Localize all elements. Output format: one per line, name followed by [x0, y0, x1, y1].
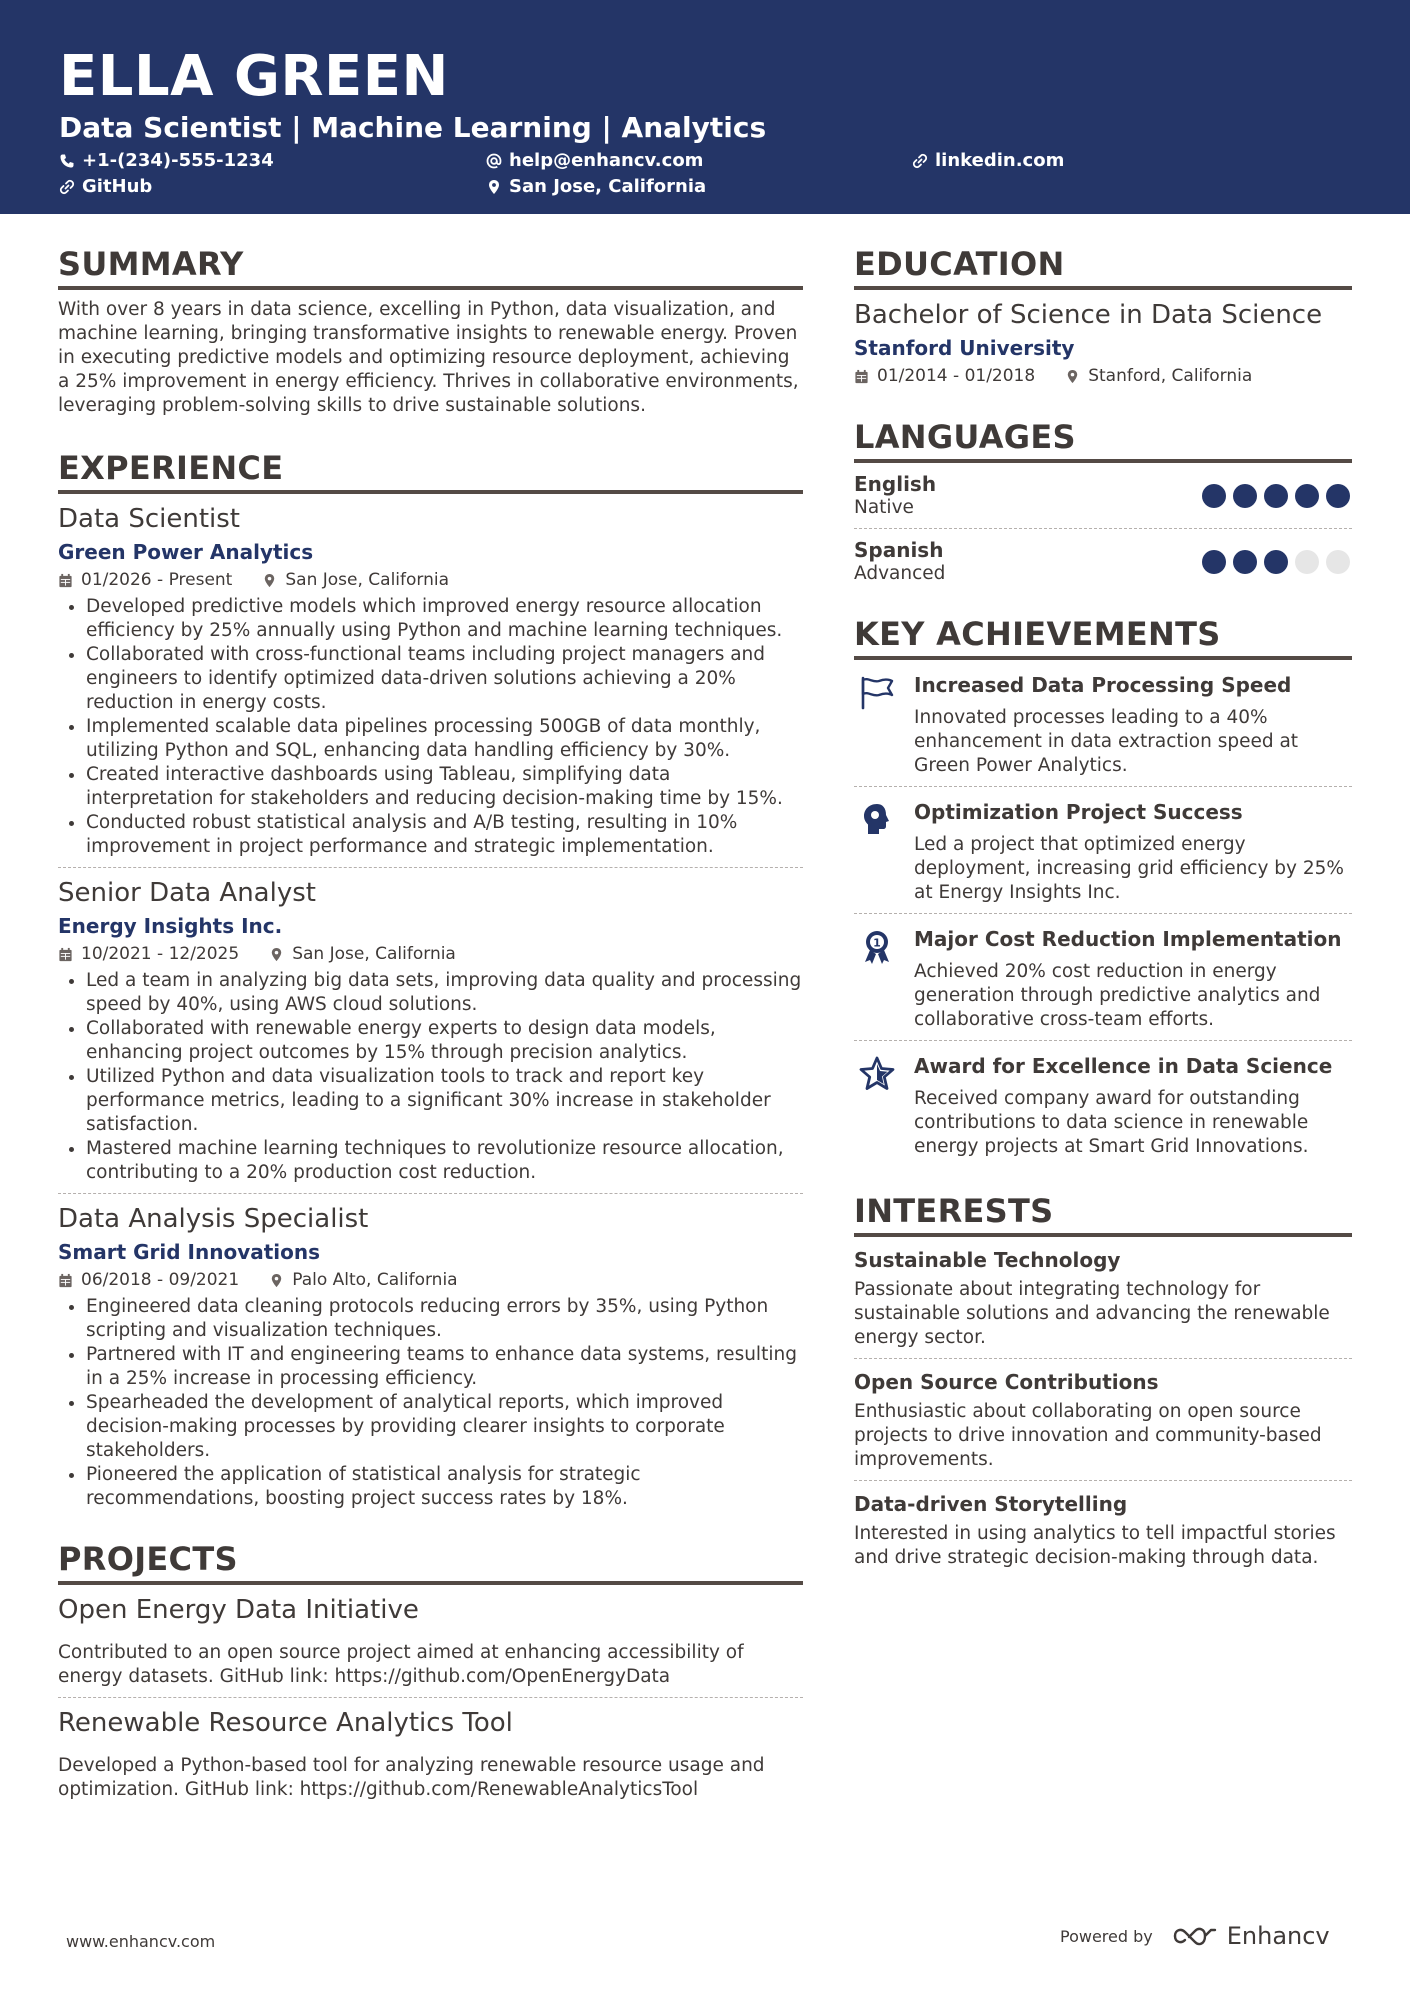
bullet-item: Collaborated with renewable energy experts to design data models, enhancing project outcomes by 15% through precision analytics.: [58, 1017, 803, 1065]
job-title: Data Analysis Specialist: [58, 1204, 369, 1234]
education-location-text: Stanford, California: [1088, 366, 1253, 386]
achievement-description: Received company award for outstanding contributions to data science in renewable energy projects at Smart Grid Innovations.: [914, 1088, 1309, 1157]
bullet-item: Pioneered the application of statistical analysis for strategic recommendations, boosting project success rates by 18%.: [58, 1463, 803, 1511]
bullet-item: Conducted robust statistical analysis and A/B testing, resulting in 10% improvement in project performance and strategic implementation.: [58, 811, 803, 859]
languages-section: [854, 417, 1352, 594]
interest-title: Open Source Contributions: [854, 1370, 1159, 1394]
rating-dot-filled: [1264, 484, 1288, 508]
link-icon: [59, 179, 75, 195]
job-title: Senior Data Analyst: [58, 878, 316, 908]
education-section: [854, 244, 1352, 389]
interests-section: [854, 1191, 1352, 1570]
interest-item: [854, 1247, 1352, 1359]
bullet-item: Collaborated with cross-functional teams including project managers and engineers to identify optimized data-driven solutions achieving a 20% reduction in energy costs.: [58, 643, 803, 715]
project-description: Developed a Python-based tool for analyzing renewable resource usage and optimization. GitHub link: https://github.com/RenewableAnalyticsTool: [58, 1755, 765, 1800]
company-name: Smart Grid Innovations: [58, 1240, 321, 1264]
calendar-icon: [854, 369, 869, 384]
experience-title: EXPERIENCE: [58, 448, 803, 494]
svg-text:1: 1: [873, 936, 881, 950]
achievement-title: Increased Data Processing Speed: [914, 673, 1292, 697]
education-location: [1065, 363, 1252, 389]
award-medal-icon: [858, 928, 896, 966]
achievement-title: Major Cost Reduction Implementation: [914, 927, 1342, 951]
right-column: [854, 244, 1352, 1570]
rating-dot-filled: [1202, 550, 1226, 574]
job-bullets: [58, 595, 803, 859]
experience-section: [58, 448, 803, 1511]
job-bullets: [58, 969, 803, 1185]
job-meta: [58, 1267, 803, 1293]
achievement-item: [854, 787, 1352, 914]
at-sign-icon: [486, 153, 502, 169]
experience-entry: [58, 876, 803, 1185]
flag-icon: [858, 674, 896, 712]
job-dates: 06/2018 - 09/2021: [81, 1270, 240, 1290]
achievement-title: Award for Excellence in Data Science: [914, 1054, 1333, 1078]
achievement-title: Optimization Project Success: [914, 800, 1243, 824]
powered-by-label: Powered by: [1060, 1926, 1153, 1946]
education-dates: 01/2014 - 01/2018: [877, 366, 1036, 386]
location-pin-icon: [269, 947, 284, 962]
interest-description: Enthusiastic about collaborating on open source projects to drive innovation and community-based improvements.: [854, 1401, 1322, 1470]
phone-icon: [59, 153, 75, 169]
contact-linkedin[interactable]: [912, 150, 1064, 171]
enhancv-logo[interactable]: [1171, 1922, 1330, 1950]
language-item: [854, 463, 1352, 529]
entry-divider: [58, 1697, 803, 1698]
achievement-item: [854, 660, 1352, 787]
rating-dot-filled: [1326, 484, 1350, 508]
experience-entry: [58, 502, 803, 859]
job-bullets: [58, 1295, 803, 1511]
contact-email[interactable]: [486, 150, 703, 171]
company-name: Energy Insights Inc.: [58, 914, 283, 938]
job-location: [262, 567, 449, 593]
language-name: English: [854, 472, 937, 496]
calendar-icon: [58, 1273, 73, 1288]
projects-title: PROJECTS: [58, 1539, 803, 1585]
bullet-item: Implemented scalable data pipelines processing 500GB of data monthly, utilizing Python and SQL, enhancing data handling efficiency by 30%.: [58, 715, 803, 763]
experience-entry: [58, 1202, 803, 1511]
calendar-icon: [58, 947, 73, 962]
resume-header: [0, 0, 1410, 214]
company-name: Green Power Analytics: [58, 540, 314, 564]
projects-section: [58, 1539, 803, 1802]
location-pin-icon: [1065, 369, 1080, 384]
achievement-description: Achieved 20% cost reduction in energy generation through predictive analytics and collaborative cross-team efforts.: [914, 961, 1321, 1030]
language-rating: [1202, 550, 1350, 574]
project-title: Renewable Resource Analytics Tool: [58, 1708, 513, 1738]
achievements-title: KEY ACHIEVEMENTS: [854, 614, 1352, 660]
entry-divider: [58, 867, 803, 868]
job-meta: [58, 941, 803, 967]
bullet-item: Developed predictive models which improved energy resource allocation efficiency by 25% annually using Python and machine learning techniques.: [58, 595, 803, 643]
rating-dot-empty: [1326, 550, 1350, 574]
star-icon: [858, 1055, 896, 1093]
rating-dot-filled: [1233, 550, 1257, 574]
job-location-text: San Jose, California: [292, 944, 456, 964]
head-idea-icon: [858, 801, 896, 839]
enhancv-logo-text: Enhancv: [1226, 1922, 1330, 1950]
rating-dot-filled: [1233, 484, 1257, 508]
language-item: [854, 529, 1352, 594]
project-description: Contributed to an open source project aimed at enhancing accessibility of energy datasets. GitHub link: https://github.com/OpenEnergyData: [58, 1642, 744, 1687]
project-title: Open Energy Data Initiative: [58, 1595, 419, 1625]
entry-divider: [58, 1193, 803, 1194]
interest-title: Sustainable Technology: [854, 1248, 1121, 1272]
interest-description: Passionate about integrating technology for sustainable solutions and advancing the renewable energy sector.: [854, 1279, 1330, 1348]
achievement-description: Led a project that optimized energy deployment, increasing grid efficiency by 25% at Energy Insights Inc.: [914, 834, 1344, 903]
job-dates: 10/2021 - 12/2025: [81, 944, 240, 964]
location-pin-icon: [269, 1273, 284, 1288]
contact-github-text: GitHub: [82, 176, 153, 197]
achievement-description: Innovated processes leading to a 40% enhancement in data extraction speed at Green Power Analytics.: [914, 707, 1299, 776]
location-pin-icon: [486, 179, 502, 195]
rating-dot-filled: [1295, 484, 1319, 508]
calendar-icon: [58, 573, 73, 588]
candidate-headline: Data Scientist | Machine Learning | Analytics: [59, 111, 767, 144]
rating-dot-empty: [1295, 550, 1319, 574]
job-location-text: Palo Alto, California: [292, 1270, 458, 1290]
contact-info: [59, 150, 1351, 210]
language-name: Spanish: [854, 538, 944, 562]
job-location: [269, 1267, 457, 1293]
bullet-item: Spearheaded the development of analytical reports, which improved decision-making processes by providing clearer insights to corporate stakeholders.: [58, 1391, 803, 1463]
contact-linkedin-text: linkedin.com: [935, 150, 1065, 171]
project-entry: [58, 1706, 803, 1802]
contact-location: [486, 176, 706, 197]
degree-title: Bachelor of Science in Data Science: [854, 300, 1323, 330]
contact-location-text: San Jose, California: [509, 176, 707, 197]
job-meta: [58, 567, 803, 593]
education-meta: [854, 363, 1352, 389]
enhancv-logo-icon: [1171, 1923, 1219, 1949]
interest-description: Interested in using analytics to tell impactful stories and drive strategic decision-making through data.: [854, 1523, 1336, 1568]
interest-title: Data-driven Storytelling: [854, 1492, 1128, 1516]
rating-dot-filled: [1264, 550, 1288, 574]
interests-title: INTERESTS: [854, 1191, 1352, 1237]
language-rating: [1202, 484, 1350, 508]
contact-phone-text: +1-(234)-555-1234: [82, 150, 274, 171]
bullet-item: Created interactive dashboards using Tableau, simplifying data interpretation for stakeholders and reducing decision-making time by 15%.: [58, 763, 803, 811]
school-name: Stanford University: [854, 336, 1075, 360]
bullet-item: Utilized Python and data visualization tools to track and report key performance metrics, leading to a significant 30% increase in stakeholder satisfaction.: [58, 1065, 803, 1137]
job-location: [269, 941, 456, 967]
language-level: Advanced: [854, 563, 946, 584]
project-entry: [58, 1593, 803, 1689]
candidate-name: ELLA GREEN: [59, 44, 449, 109]
job-title: Data Scientist: [58, 504, 240, 534]
job-dates: 01/2026 - Present: [81, 570, 233, 590]
languages-title: LANGUAGES: [854, 417, 1352, 463]
footer-branding: [1060, 1922, 1330, 1950]
bullet-item: Partnered with IT and engineering teams to enhance data systems, resulting in a 25% increase in processing efficiency.: [58, 1343, 803, 1391]
job-location-text: San Jose, California: [285, 570, 450, 590]
summary-text: With over 8 years in data science, excelling in Python, data visualization, and machine learning, bringing transformative insights to renewable energy. Proven in executing predictive models and optimizing resource deployment, achieving a 25% improvement in energy efficiency. Thrives in collaborative environments, leveraging problem-solving skills to drive sustainable solutions.: [58, 299, 799, 416]
achievements-section: [854, 614, 1352, 1167]
contact-email-text: help@enhancv.com: [509, 150, 704, 171]
footer-website[interactable]: www.enhancv.com: [66, 1932, 216, 1951]
rating-dot-filled: [1202, 484, 1226, 508]
achievement-item: [854, 914, 1352, 1041]
achievement-item: [854, 1041, 1352, 1167]
contact-github[interactable]: [59, 176, 152, 197]
summary-title: SUMMARY: [58, 244, 803, 290]
link-icon: [912, 153, 928, 169]
bullet-item: Engineered data cleaning protocols reducing errors by 35%, using Python scripting and visualization techniques.: [58, 1295, 803, 1343]
interest-item: [854, 1491, 1352, 1570]
language-level: Native: [854, 497, 914, 518]
contact-phone[interactable]: [59, 150, 274, 171]
bullet-item: Led a team in analyzing big data sets, improving data quality and processing speed by 40%, using AWS cloud solutions.: [58, 969, 803, 1017]
location-pin-icon: [262, 573, 277, 588]
left-column: [58, 244, 803, 1802]
bullet-item: Mastered machine learning techniques to revolutionize resource allocation, contributing to a 20% production cost reduction.: [58, 1137, 803, 1185]
education-title: EDUCATION: [854, 244, 1352, 290]
summary-section: [58, 244, 803, 418]
interest-item: [854, 1369, 1352, 1481]
